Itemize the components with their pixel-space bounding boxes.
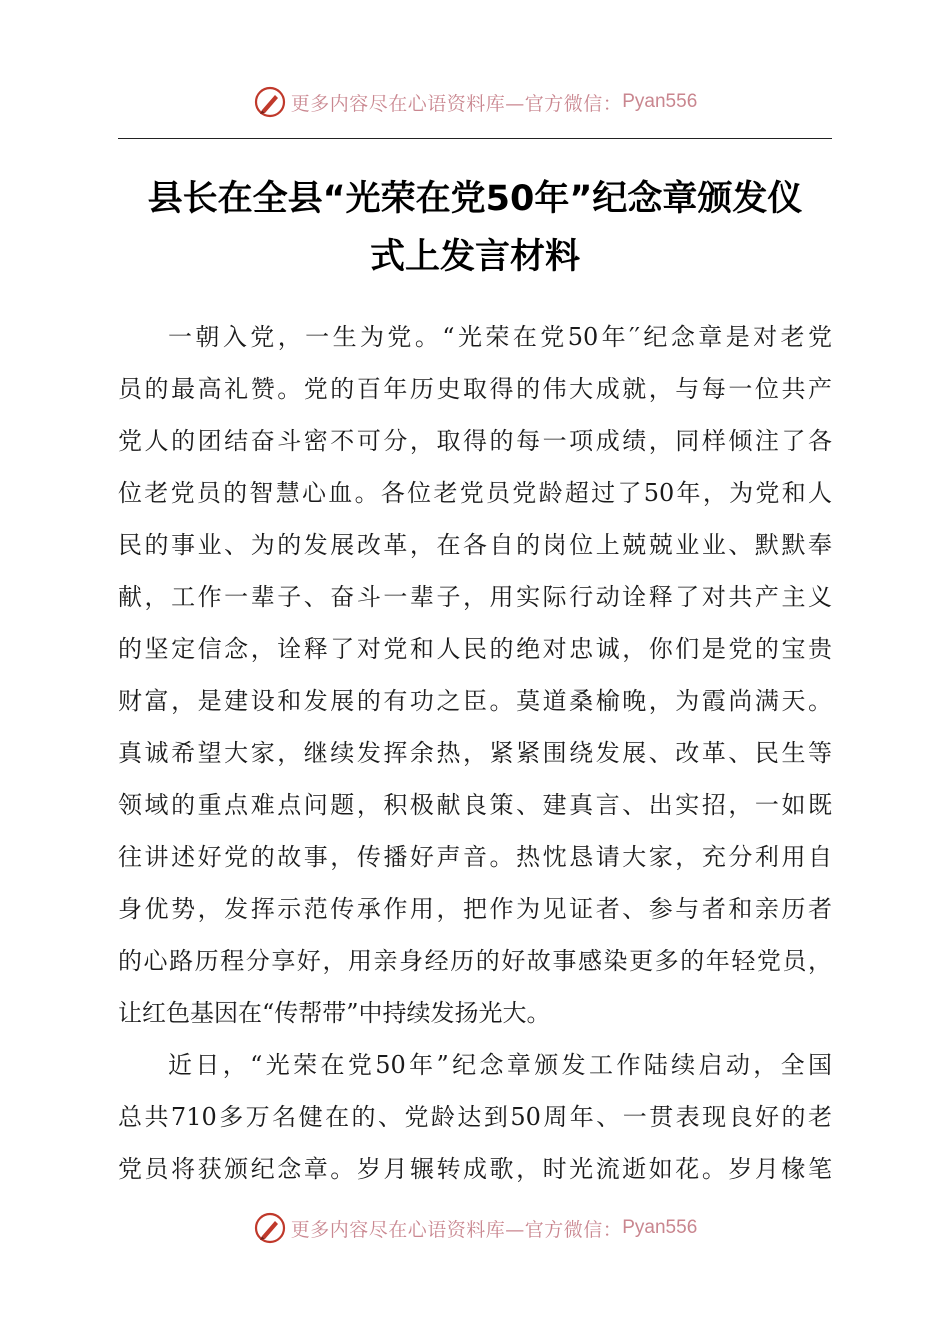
- body-line: 位老党员的智慧心血。各位老党员党龄超过了50年，为党和人: [118, 479, 832, 507]
- footer-watermark-text: 更多内容尽在心语资料库—官方微信：: [290, 1218, 623, 1241]
- header-watermark-text: 更多内容尽在心语资料库—官方微信：: [290, 92, 623, 115]
- document-title: [118, 170, 832, 286]
- body-line: 让红色基因在“传帮带”中持续发扬光大。: [118, 999, 551, 1027]
- header-rule: [118, 138, 832, 139]
- body-line: 一朝入党，一生为党。“光荣在党50年′′纪念章是对老党: [168, 323, 832, 351]
- footer-watermark-id: Pyan556: [622, 1217, 698, 1238]
- body-line: 财富，是建设和发展的有功之臣。莫道桑榆晚，为霞尚满天。: [118, 687, 832, 715]
- body-line: 民的事业、为的发展改革，在各自的岗位上兢兢业业、默默奉: [118, 531, 832, 559]
- body-line: 献，工作一辈子、奋斗一辈子，用实际行动诠释了对共产主义: [118, 583, 832, 611]
- title-line-2: 式上发言材料: [369, 237, 580, 277]
- header-watermark-id: Pyan556: [622, 91, 698, 112]
- body-line: 领域的重点难点问题，积极献良策、建真言、出实招，一如既: [118, 791, 832, 819]
- body-line: 的坚定信念，诠释了对党和人民的绝对忠诚，你们是党的宝贵: [118, 635, 832, 663]
- body-line: 党人的团结奋斗密不可分，取得的每一项成绩，同样倾注了各: [118, 427, 832, 455]
- footer-watermark: [0, 1208, 950, 1248]
- body-line: 往讲述好党的故事，传播好声音。热忱恳请大家，充分利用自: [118, 843, 832, 871]
- body-line: 近日，“光荣在党50年”纪念章颁发工作陆续启动，全国: [168, 1051, 832, 1079]
- body-line: 身优势，发挥示范传承作用，把作为见证者、参与者和亲历者: [118, 895, 832, 923]
- body-line: 真诚希望大家，继续发挥余热，紧紧围绕发展、改革、民生等: [118, 739, 832, 767]
- body-line: 党员将获颁纪念章。岁月辗转成歌，时光流逝如花。岁月椽笔: [118, 1155, 832, 1183]
- header-watermark: [0, 82, 950, 122]
- body-line: 总共710多万名健在的、党龄达到50周年、一贯表现良好的老: [118, 1103, 832, 1131]
- pen-logo-icon: [253, 85, 287, 119]
- title-line-1: 县长在全县“光荣在党50年”纪念章颁发仪: [147, 179, 803, 219]
- body-line: 的心路历程分享好，用亲身经历的好故事感染更多的年轻党员，: [118, 947, 832, 975]
- body-line: 员的最高礼赞。党的百年历史取得的伟大成就，与每一位共产: [118, 375, 832, 403]
- document-body: [118, 311, 832, 1195]
- pen-logo-icon: [253, 1211, 287, 1245]
